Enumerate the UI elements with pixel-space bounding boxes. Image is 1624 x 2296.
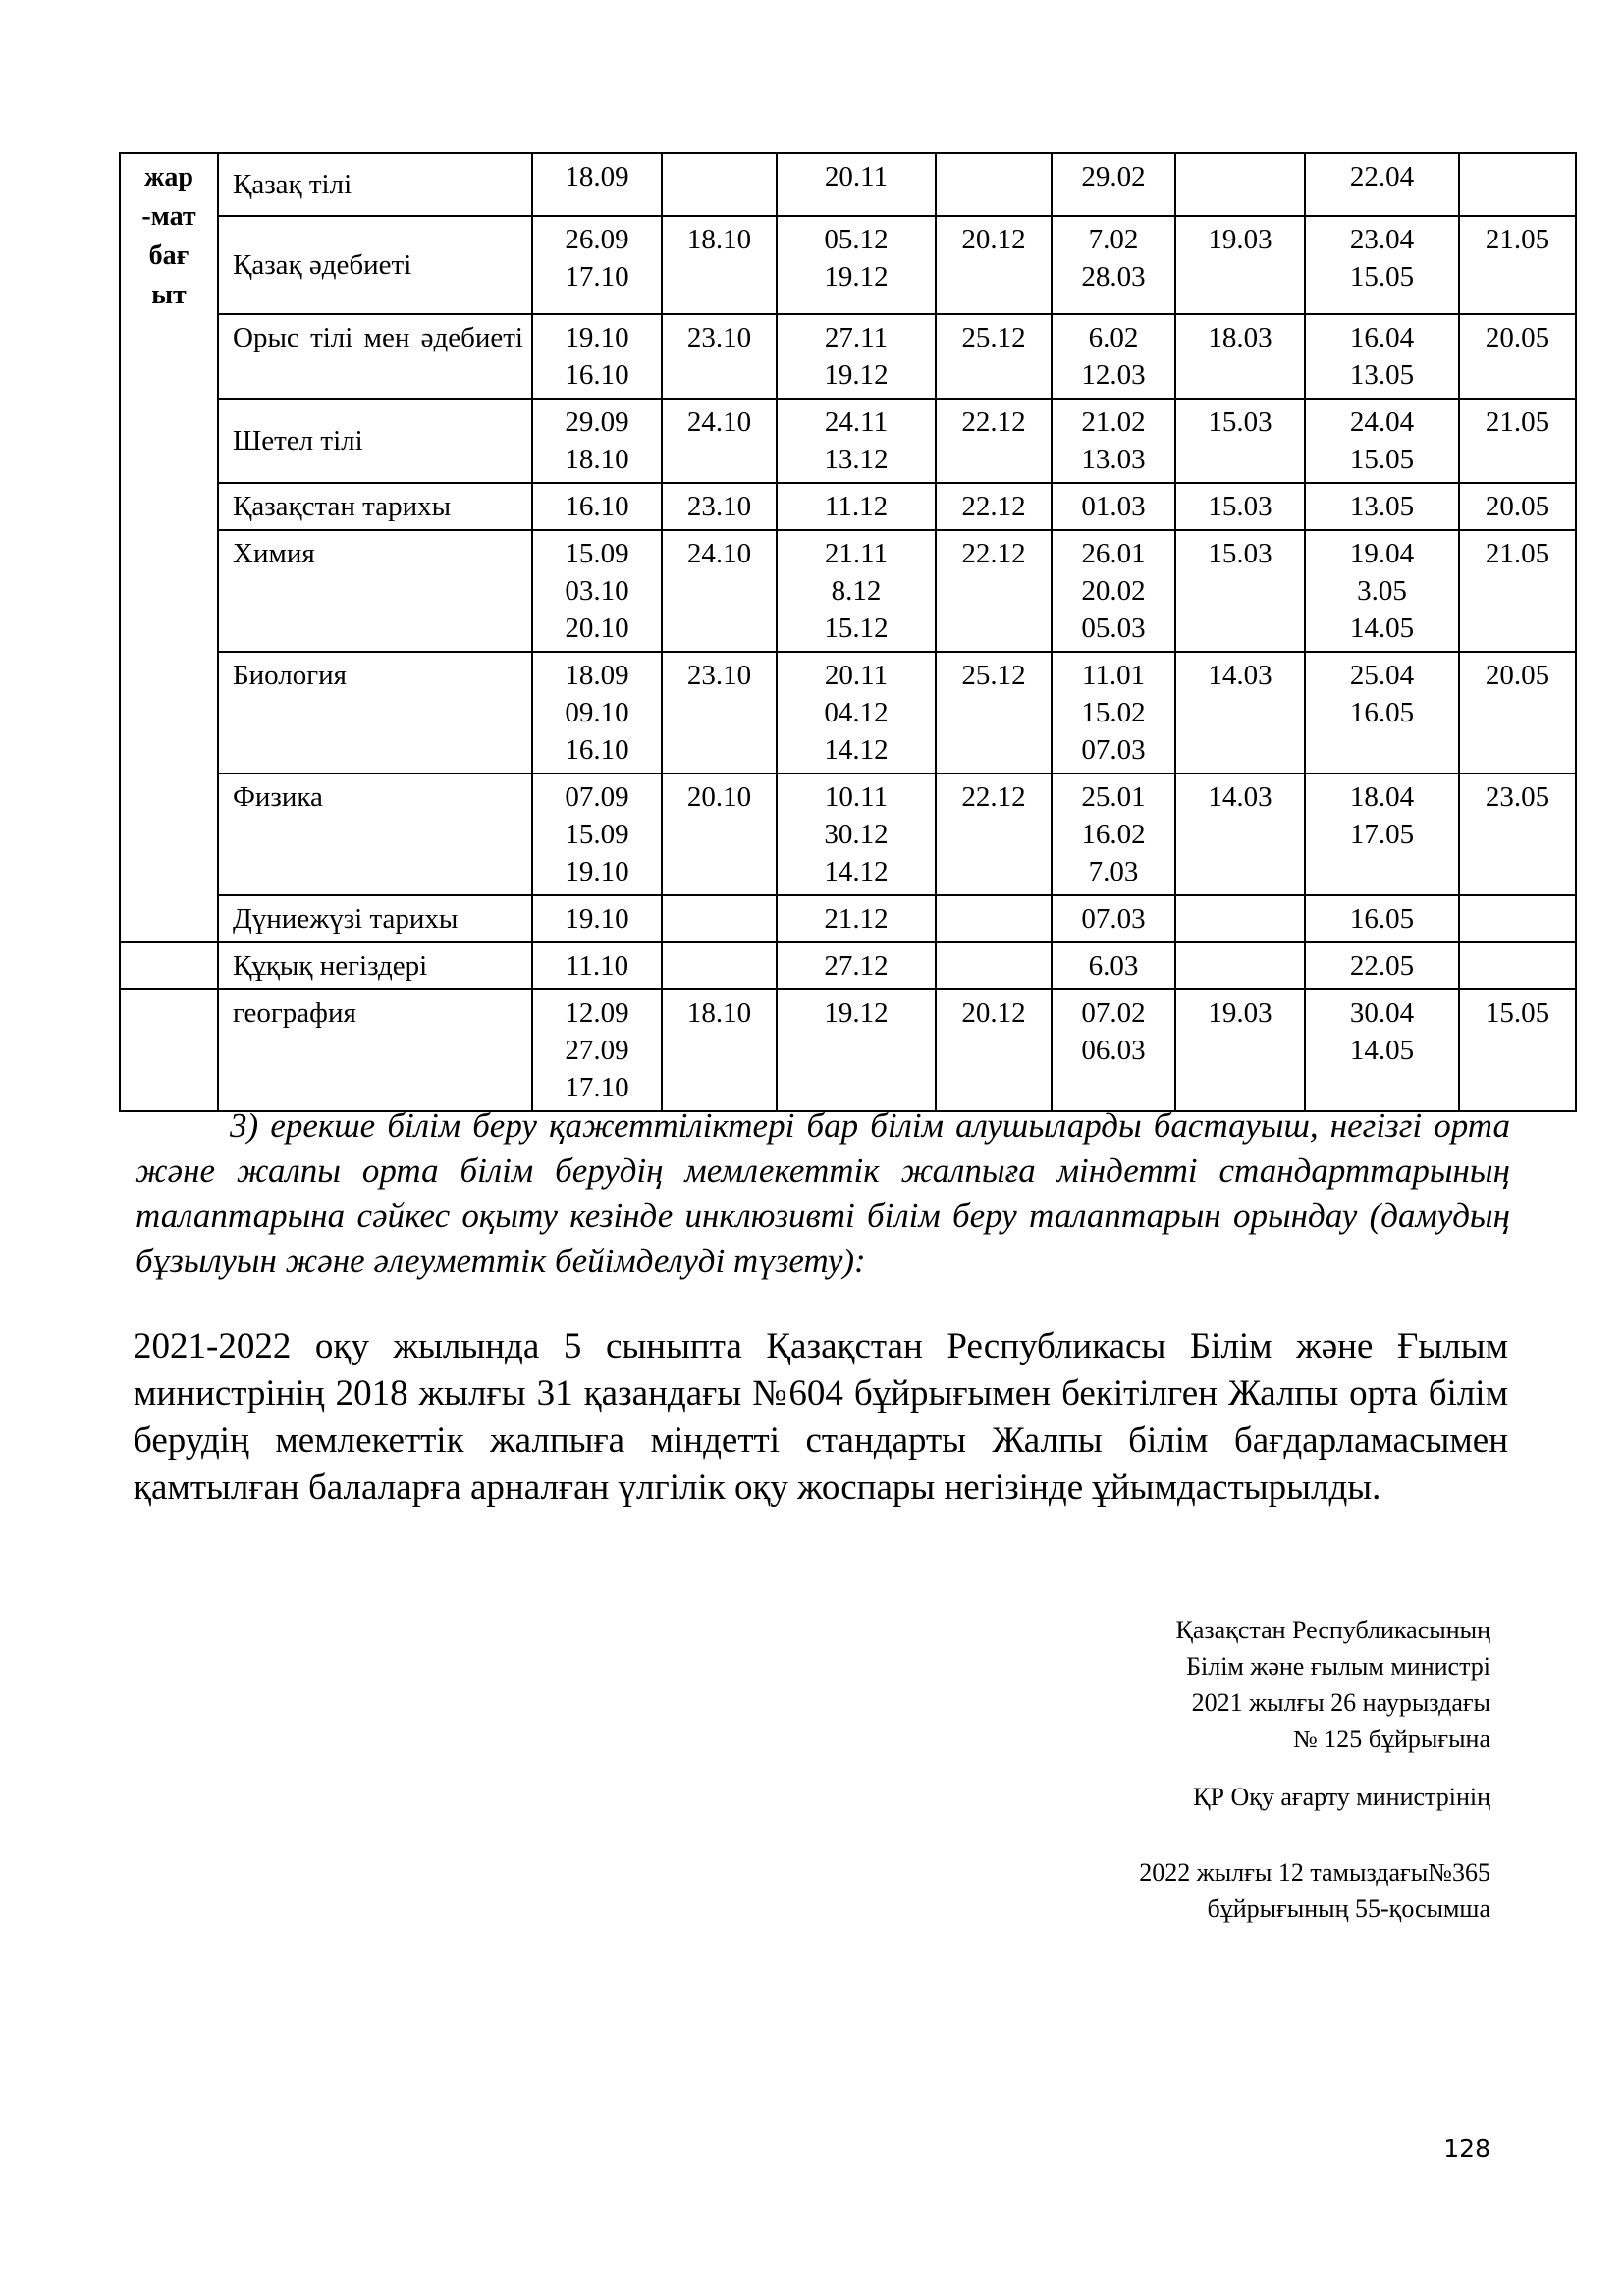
date-cell: 19.12	[777, 989, 936, 1111]
date-cell: 25.12	[936, 314, 1052, 399]
date-cell: 11.12	[777, 483, 936, 530]
date-cell: 24.10	[662, 399, 777, 483]
schedule-table	[119, 152, 1577, 1112]
date-cell: 14.03	[1175, 652, 1305, 774]
date-cell: 23.05	[1459, 774, 1576, 895]
subject-cell: география	[218, 989, 532, 1111]
direction-group-label: жар -мат бағ ыт	[120, 153, 218, 942]
date-cell: 15.03	[1175, 399, 1305, 483]
date-cell	[662, 895, 777, 942]
date-cell: 24.04 15.05	[1305, 399, 1459, 483]
date-cell	[1175, 895, 1305, 942]
date-cell: 11.10	[532, 942, 662, 989]
table-row	[120, 942, 1576, 989]
date-cell: 23.10	[662, 314, 777, 399]
approval-line-2: Білім және ғылым министрі	[1186, 1652, 1490, 1681]
table-row	[120, 989, 1576, 1111]
date-cell	[1459, 942, 1576, 989]
empty-group-cell	[120, 989, 218, 1111]
date-cell: 18.10	[662, 216, 777, 314]
date-cell: 6.03	[1052, 942, 1175, 989]
date-cell: 18.10	[662, 989, 777, 1111]
date-cell: 01.03	[1052, 483, 1175, 530]
subject-cell: Шетел тілі	[218, 399, 532, 483]
table-row	[120, 774, 1576, 895]
inclusive-education-paragraph: 3) ерекше білім беру қажеттіліктері бар білім алушыларды бастауыш, негізгі орта және жалпы орта білім берудің мемлекеттік жалпыға міндетті стандарттарының талаптарына сәйкес оқыту кезінде инклюзивті білім беру талаптарын орындау (дамудың бұзылуын және әлеуметтік бейімделуді түзету):	[135, 1106, 1510, 1280]
date-cell: 27.12	[777, 942, 936, 989]
table-row	[120, 895, 1576, 942]
date-cell	[1459, 153, 1576, 216]
date-cell: 18.03	[1175, 314, 1305, 399]
approval-line-3: 2021 жылғы 26 наурыздағы	[1191, 1688, 1490, 1717]
approval-line-4: № 125 бұйрығына	[1292, 1725, 1490, 1753]
approval-line-1: Қазақстан Республикасының	[1175, 1616, 1490, 1644]
curriculum-paragraph: 2021-2022 оқу жылында 5 сыныпта Қазақстан Республикасы Білім және Ғылым министрінің 2018 жылғы 31 қазандағы №604 бұйрығымен бекітілген Жалпы орта білім берудің мемлекеттік жалпыға міндетті стандарты Жалпы білім бағдарламасымен қамтылған балаларға арналған үлгілік оқу жоспары негізінде ұйымдастырылды.	[134, 1326, 1508, 1508]
date-cell: 20.11 04.12 14.12	[777, 652, 936, 774]
table-row	[120, 652, 1576, 774]
date-cell: 15.03	[1175, 483, 1305, 530]
date-cell: 21.02 13.03	[1052, 399, 1175, 483]
date-cell	[936, 942, 1052, 989]
date-cell: 19.10 16.10	[532, 314, 662, 399]
date-cell: 22.12	[936, 483, 1052, 530]
date-cell: 16.04 13.05	[1305, 314, 1459, 399]
date-cell: 18.09 09.10 16.10	[532, 652, 662, 774]
table-row	[120, 530, 1576, 652]
approval-line-5: ҚР Оқу ағарту министрінің	[1193, 1783, 1490, 1811]
date-cell: 15.05	[1459, 989, 1576, 1111]
date-cell: 07.09 15.09 19.10	[532, 774, 662, 895]
date-cell: 10.11 30.12 14.12	[777, 774, 936, 895]
approval-line-7: бұйрығының 55-қосымша	[1207, 1895, 1490, 1923]
date-cell: 15.03	[1175, 530, 1305, 652]
date-cell: 07.02 06.03	[1052, 989, 1175, 1111]
date-cell: 23.04 15.05	[1305, 216, 1459, 314]
date-cell: 12.09 27.09 17.10	[532, 989, 662, 1111]
date-cell: 25.12	[936, 652, 1052, 774]
date-cell: 13.05	[1305, 483, 1459, 530]
date-cell: 21.05	[1459, 399, 1576, 483]
date-cell: 22.12	[936, 399, 1052, 483]
date-cell: 26.01 20.02 05.03	[1052, 530, 1175, 652]
date-cell: 7.02 28.03	[1052, 216, 1175, 314]
date-cell: 20.05	[1459, 314, 1576, 399]
table-row	[120, 399, 1576, 483]
empty-group-cell	[120, 942, 218, 989]
date-cell	[936, 895, 1052, 942]
date-cell	[936, 153, 1052, 216]
date-cell: 24.11 13.12	[777, 399, 936, 483]
date-cell: 21.05	[1459, 216, 1576, 314]
table-row	[120, 153, 1576, 216]
date-cell: 25.04 16.05	[1305, 652, 1459, 774]
date-cell: 18.09	[532, 153, 662, 216]
subject-cell: Физика	[218, 774, 532, 895]
page-number: 128	[1443, 2134, 1490, 2163]
date-cell: 15.09 03.10 20.10	[532, 530, 662, 652]
date-cell: 19.10	[532, 895, 662, 942]
subject-cell: Қазақстан тарихы	[218, 483, 532, 530]
table-row	[120, 483, 1576, 530]
date-cell: 22.04	[1305, 153, 1459, 216]
date-cell: 21.12	[777, 895, 936, 942]
date-cell: 18.04 17.05	[1305, 774, 1459, 895]
date-cell: 29.09 18.10	[532, 399, 662, 483]
date-cell: 22.12	[936, 530, 1052, 652]
subject-cell: Құқық негіздері	[218, 942, 532, 989]
date-cell: 20.10	[662, 774, 777, 895]
table-row	[120, 314, 1576, 399]
date-cell: 29.02	[1052, 153, 1175, 216]
date-cell: 6.02 12.03	[1052, 314, 1175, 399]
date-cell: 21.05	[1459, 530, 1576, 652]
table-row	[120, 216, 1576, 314]
date-cell: 16.10	[532, 483, 662, 530]
date-cell	[662, 153, 777, 216]
date-cell: 20.05	[1459, 652, 1576, 774]
subject-cell: Қазақ әдебиеті	[218, 216, 532, 314]
approval-line-6: 2022 жылғы 12 тамыздағы№365	[1139, 1858, 1490, 1887]
date-cell: 16.05	[1305, 895, 1459, 942]
date-cell: 21.11 8.12 15.12	[777, 530, 936, 652]
date-cell: 22.05	[1305, 942, 1459, 989]
date-cell: 23.10	[662, 652, 777, 774]
date-cell: 20.05	[1459, 483, 1576, 530]
date-cell: 19.03	[1175, 989, 1305, 1111]
date-cell: 20.12	[936, 989, 1052, 1111]
subject-cell: Қазақ тілі	[218, 153, 532, 216]
date-cell: 22.12	[936, 774, 1052, 895]
date-cell: 25.01 16.02 7.03	[1052, 774, 1175, 895]
date-cell	[1175, 153, 1305, 216]
subject-cell: Биология	[218, 652, 532, 774]
date-cell: 26.09 17.10	[532, 216, 662, 314]
date-cell: 05.12 19.12	[777, 216, 936, 314]
date-cell: 27.11 19.12	[777, 314, 936, 399]
subject-cell: Орыс тілі мен әдебиеті	[218, 314, 532, 399]
date-cell: 20.12	[936, 216, 1052, 314]
date-cell: 23.10	[662, 483, 777, 530]
date-cell	[1175, 942, 1305, 989]
subject-cell: Химия	[218, 530, 532, 652]
date-cell	[1459, 895, 1576, 942]
date-cell: 11.01 15.02 07.03	[1052, 652, 1175, 774]
date-cell: 24.10	[662, 530, 777, 652]
date-cell: 19.03	[1175, 216, 1305, 314]
date-cell: 30.04 14.05	[1305, 989, 1459, 1111]
date-cell	[662, 942, 777, 989]
approval-block	[1139, 1612, 1490, 1927]
date-cell: 19.04 3.05 14.05	[1305, 530, 1459, 652]
date-cell: 07.03	[1052, 895, 1175, 942]
subject-cell: Дүниежүзі тарихы	[218, 895, 532, 942]
date-cell: 20.11	[777, 153, 936, 216]
date-cell: 14.03	[1175, 774, 1305, 895]
